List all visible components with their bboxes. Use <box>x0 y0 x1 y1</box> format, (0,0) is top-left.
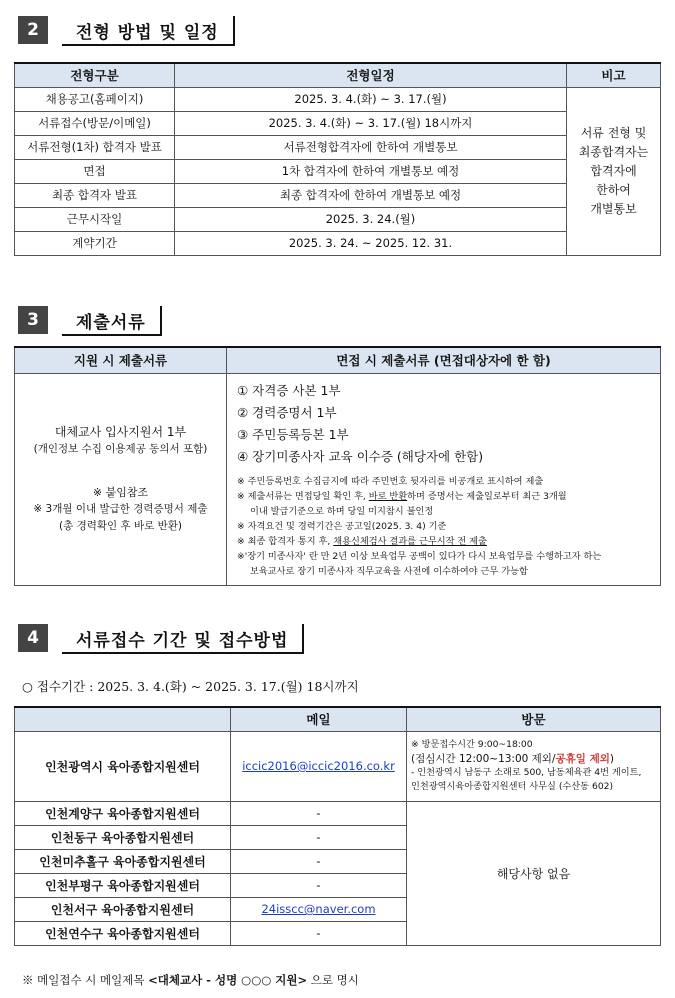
remark-line: 최종합격자는 <box>578 144 649 159</box>
center-name: 인천미추홀구 육아종합지원센터 <box>15 849 231 873</box>
column-header: 전형구분 <box>15 63 175 87</box>
visit-line: (점심시간 12:00~13:00 제외/공휴일 제외) <box>411 753 614 765</box>
category-cell: 계약기간 <box>15 231 175 255</box>
section-4-heading <box>18 624 304 658</box>
interview-doc-list <box>237 380 650 468</box>
apply-doc-line: (개인정보 수집 이용제공 동의서 포함) <box>33 442 208 455</box>
section-title: 전형 방법 및 일정 <box>62 16 235 46</box>
list-item: ② 경력증명서 1부 <box>237 404 337 420</box>
column-header: 지원 시 제출서류 <box>15 347 227 373</box>
column-header: 면접 시 제출서류 (면접대상자에 한 함) <box>227 347 661 373</box>
apply-doc-line: ※ 3개월 이내 발급한 경력증명서 제출 <box>33 502 208 515</box>
schedule-cell: 최종 합격자에 한하여 개별통보 예정 <box>175 183 567 207</box>
visit-line: ※ 방문접수시간 9:00~18:00 <box>411 739 533 750</box>
table-row <box>15 373 661 585</box>
center-name: 인천서구 육아종합지원센터 <box>15 897 231 921</box>
category-cell: 서류전형(1차) 합격자 발표 <box>15 135 175 159</box>
table-row <box>15 231 661 255</box>
category-cell: 최종 합격자 발표 <box>15 183 175 207</box>
note: ※'장기 미종사자' 란 만 2년 이상 보육업무 공백이 있다가 다시 보육업무를 수행하고자 하는 <box>237 550 602 562</box>
center-name: 인천광역시 육아종합지원센터 <box>15 731 231 801</box>
visit-line: 인천광역시육아종합지원센터 사무실 (수산동 602) <box>411 781 614 792</box>
list-item: ① 자격증 사본 1부 <box>237 382 341 398</box>
documents-table <box>14 346 661 586</box>
email-cell: - <box>231 873 407 897</box>
email-cell: - <box>231 825 407 849</box>
column-header: 방문 <box>407 707 661 731</box>
remark-line: 합격자에 <box>590 163 637 178</box>
note: ※ 최종 합격자 통지 후, 채용신체검사 결과를 근무시작 전 제출 <box>237 535 487 547</box>
schedule-cell: 2025. 3. 4.(화) ~ 3. 17.(월) <box>175 87 567 111</box>
email-link[interactable]: iccic2016@iccic2016.co.kr <box>242 759 395 773</box>
email-cell: - <box>231 921 407 945</box>
note: 보육교사로 장기 미종사자 직무교육을 사전에 이수하여야 근무 가능함 <box>250 565 528 577</box>
center-name: 인천계양구 육아종합지원센터 <box>15 801 231 825</box>
section-2-heading <box>18 16 235 50</box>
visit-info-cell <box>407 731 661 801</box>
note: ※ 자격요건 및 경력기간은 공고일(2025. 3. 4) 기준 <box>237 520 447 532</box>
table-row <box>15 731 661 801</box>
reception-table <box>14 706 661 946</box>
section-number: 2 <box>18 16 48 44</box>
table-row <box>15 159 661 183</box>
schedule-cell: 1차 합격자에 한하여 개별통보 예정 <box>175 159 567 183</box>
schedule-cell: 2025. 3. 24. ~ 2025. 12. 31. <box>175 231 567 255</box>
list-item: ④ 장기미종사자 교육 이수증 (해당자에 한함) <box>237 448 484 464</box>
remark-line: 개별통보 <box>590 201 637 216</box>
table-row <box>15 135 661 159</box>
notes <box>237 474 650 579</box>
section-number: 4 <box>18 624 48 652</box>
table-row <box>15 87 661 111</box>
table-row <box>15 183 661 207</box>
visit-line: - 인천광역시 남동구 소래로 500, 남동체육관 4번 게이트, <box>411 767 642 778</box>
apply-docs-cell <box>15 373 227 585</box>
interview-docs-cell <box>227 373 661 585</box>
remark-line: 한하여 <box>596 182 631 197</box>
schedule-table <box>14 62 661 256</box>
schedule-cell: 2025. 3. 4.(화) ~ 3. 17.(월) 18시까지 <box>175 111 567 135</box>
apply-doc-line: 대체교사 입사지원서 1부 <box>54 424 187 439</box>
email-link[interactable]: 24isscc@naver.com <box>261 902 376 916</box>
apply-doc-line: ※ 붙임참조 <box>92 485 149 499</box>
category-cell: 서류접수(방문/이메일) <box>15 111 175 135</box>
table-row <box>15 111 661 135</box>
reception-period: ○ 접수기간 : 2025. 3. 4.(화) ~ 2025. 3. 17.(월) 18시까지 <box>22 679 359 694</box>
category-cell: 근무시작일 <box>15 207 175 231</box>
section-number: 3 <box>18 306 48 334</box>
list-item: ③ 주민등록등본 1부 <box>237 426 349 442</box>
column-header: 비고 <box>567 63 661 87</box>
visit-none-cell: 해당사항 없음 <box>407 801 661 945</box>
table-row <box>15 207 661 231</box>
schedule-cell: 2025. 3. 24.(월) <box>175 207 567 231</box>
center-name: 인천부평구 육아종합지원센터 <box>15 873 231 897</box>
email-cell: - <box>231 849 407 873</box>
email-subject-note: ※ 메일접수 시 메일제목 <대체교사 - 성명 ○○○ 지원> 으로 명시 <box>22 973 359 987</box>
section-title: 제출서류 <box>62 306 162 336</box>
apply-doc-line: (총 경력확인 후 바로 반환) <box>59 519 182 532</box>
center-name: 인천동구 육아종합지원센터 <box>15 825 231 849</box>
column-header <box>15 707 231 731</box>
remark-line: 서류 전형 및 <box>580 125 647 140</box>
column-header: 메일 <box>231 707 407 731</box>
section-title: 서류접수 기간 및 접수방법 <box>62 624 304 654</box>
note: ※ 제출서류는 면접당일 확인 후, 바로 반환하며 증명서는 제출일로부터 최근 3개월 <box>237 490 567 502</box>
email-cell: - <box>231 801 407 825</box>
email-cell <box>231 897 407 921</box>
column-header: 전형일정 <box>175 63 567 87</box>
table-row <box>15 801 661 825</box>
email-cell <box>231 731 407 801</box>
category-cell: 채용공고(홈페이지) <box>15 87 175 111</box>
note: ※ 주민등록번호 수집금지에 따라 주민번호 뒷자리를 비공개로 표시하여 제출 <box>237 475 544 487</box>
center-name: 인천연수구 육아종합지원센터 <box>15 921 231 945</box>
remark-cell <box>567 87 661 255</box>
section-3-heading <box>18 306 162 340</box>
note: 이내 발급기준으로 하며 당일 미지참시 불인정 <box>250 505 434 517</box>
schedule-cell: 서류전형합격자에 한하여 개별통보 <box>175 135 567 159</box>
category-cell: 면접 <box>15 159 175 183</box>
